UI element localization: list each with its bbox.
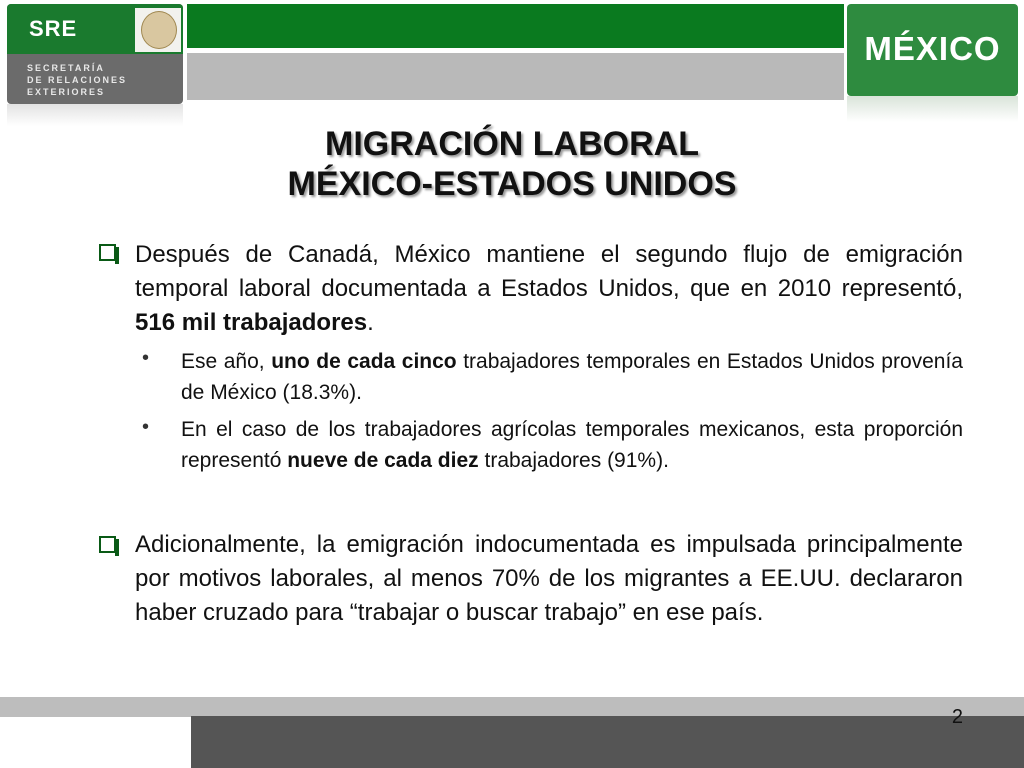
bullet-point-1-end: . [367, 309, 374, 336]
sre-subtitle-line: EXTERIORES [27, 87, 106, 97]
bullet-point-2: Adicionalmente, la emigración indocumentada es impulsada principalmente por motivos laborales, al menos 70% de los migrantes a EE.UU. declararon haber cruzado para “trabajar o buscar trabajo” en ese país. [135, 531, 963, 626]
sre-logo-reflection [7, 104, 183, 126]
header-gray-bar [187, 53, 844, 100]
sre-logo [7, 4, 183, 104]
bullet-point-1-text: Después de Canadá, México mantiene el segundo flujo de emigración temporal laboral documentada a Estados Unidos, que en 2010 representó, [135, 241, 963, 302]
sre-subtitle [27, 62, 127, 98]
sub-bullet-1-end: trabajadores temporales en Estados Unidos provenía de México (18.3%). [181, 350, 963, 404]
sub-bullet-2-bold: nueve de cada diez [287, 449, 479, 472]
bullet-point-1-bold: 516 mil trabajadores [135, 309, 368, 336]
sub-bullet-1-bold: uno de cada cinco [271, 350, 457, 373]
sub-bullet-2-end: trabajadores (91%). [478, 449, 669, 472]
sre-subtitle-line: SECRETARÍA [27, 63, 105, 73]
eagle-seal-icon [141, 11, 177, 49]
footer-dark-bar [191, 716, 1024, 768]
dot-bullet-icon: • [142, 347, 150, 369]
mexico-logo-reflection [847, 96, 1018, 122]
sre-logo-text: SRE [29, 16, 78, 41]
footer-gray-bar [0, 697, 1024, 717]
page-number: 2 [951, 706, 963, 728]
sub-bullet-1 [181, 346, 963, 408]
mexico-logo-text: MÉXICO [864, 30, 1001, 67]
header-green-bar [187, 4, 844, 48]
checkbox-bullet-icon [99, 536, 116, 553]
sub-bullet-2-text: En el caso de los trabajadores agrícolas temporales mexicanos, esta proporción representó [181, 418, 963, 472]
slide-title-line2: MÉXICO-ESTADOS UNIDOS [287, 165, 737, 203]
sub-bullet-2 [181, 414, 963, 476]
slide-title [0, 124, 1024, 204]
dot-bullet-icon: • [142, 416, 150, 438]
coat-of-arms-icon [135, 8, 181, 52]
mexico-logo [847, 4, 1018, 96]
checkbox-bullet-icon [99, 244, 116, 261]
sub-bullet-1-text: Ese año, [181, 350, 272, 373]
bullet-point-1 [135, 238, 963, 340]
sre-subtitle-line: DE RELACIONES [27, 75, 128, 85]
slide-title-line1: MIGRACIÓN LABORAL [325, 125, 699, 163]
